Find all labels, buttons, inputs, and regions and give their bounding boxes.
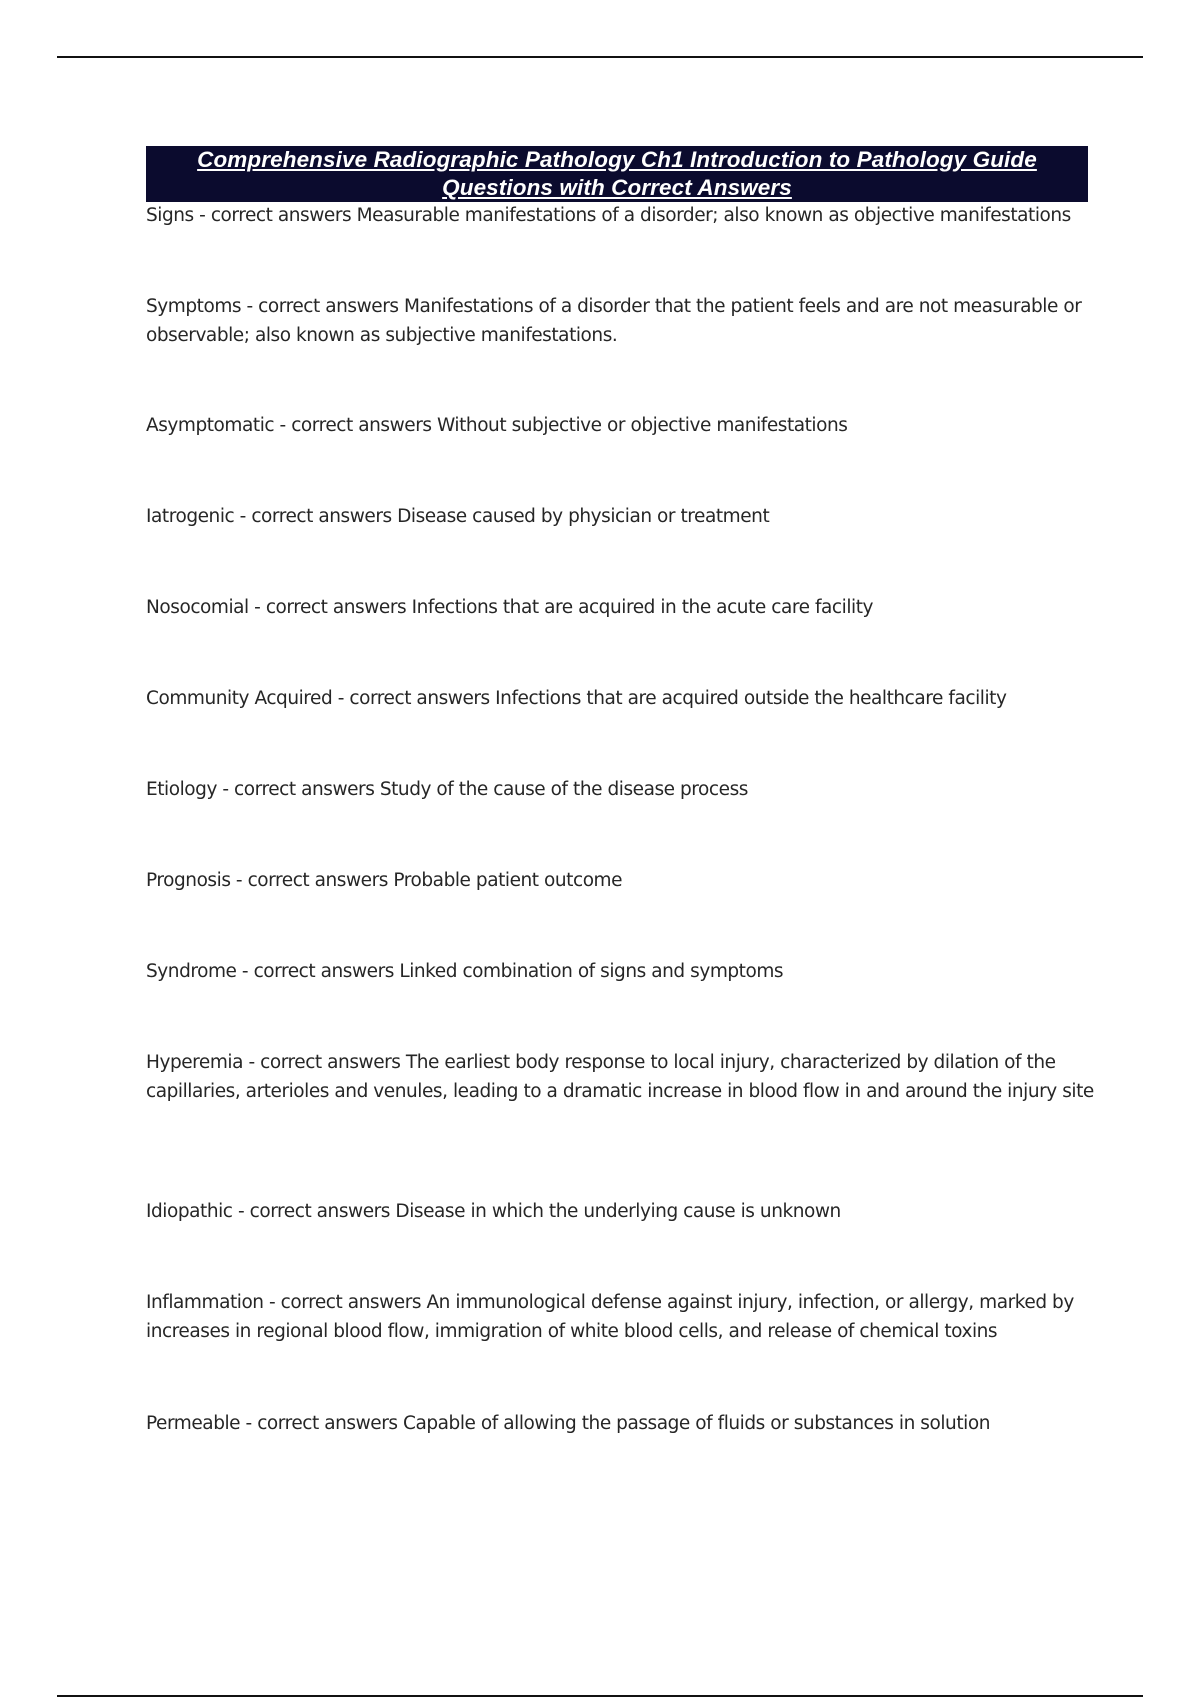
qa-entry-nosocomial: Nosocomial - correct answers Infections that are acquired in the acute care facility	[146, 597, 873, 618]
qa-entry-idiopathic: Idiopathic - correct answers Disease in which the underlying cause is unknown	[146, 1201, 841, 1222]
qa-entry-signs: Signs - correct answers Measurable manifestations of a disorder; also known as objective manifestations	[146, 205, 1071, 226]
qa-entry-etiology: Etiology - correct answers Study of the cause of the disease process	[146, 779, 748, 800]
qa-entry-asymptomatic: Asymptomatic - correct answers Without subjective or objective manifestations	[146, 415, 848, 436]
qa-entry-hyperemia: Hyperemia - correct answers The earliest body response to local injury, characterized by dilation of the capillaries, arterioles and venules, leading to a dramatic increase in blood flow in and around the injury site	[146, 1052, 1094, 1102]
document-title-line-1: Comprehensive Radiographic Pathology Ch1 Introduction to Pathology Guide	[197, 147, 1037, 172]
qa-entry-iatrogenic: Iatrogenic - correct answers Disease caused by physician or treatment	[146, 506, 770, 527]
qa-entry-symptoms: Symptoms - correct answers Manifestations of a disorder that the patient feels and are not measurable or observable; also known as subjective manifestations.	[146, 296, 1082, 346]
qa-entry-permeable: Permeable - correct answers Capable of allowing the passage of fluids or substances in solution	[146, 1413, 990, 1434]
qa-entry-syndrome: Syndrome - correct answers Linked combination of signs and symptoms	[146, 961, 784, 982]
bottom-page-rule	[57, 1695, 1143, 1697]
qa-entry-inflammation: Inflammation - correct answers An immunological defense against injury, infection, or allergy, marked by increases in regional blood flow, immigration of white blood cells, and release of chemical toxins	[146, 1292, 1074, 1342]
qa-entry-community-acquired: Community Acquired - correct answers Infections that are acquired outside the healthcare facility	[146, 688, 1007, 709]
document-title-banner	[146, 146, 1088, 202]
top-page-rule	[57, 56, 1143, 58]
document-title-line-2: Questions with Correct Answers	[442, 175, 792, 200]
qa-entry-prognosis: Prognosis - correct answers Probable patient outcome	[146, 870, 623, 891]
